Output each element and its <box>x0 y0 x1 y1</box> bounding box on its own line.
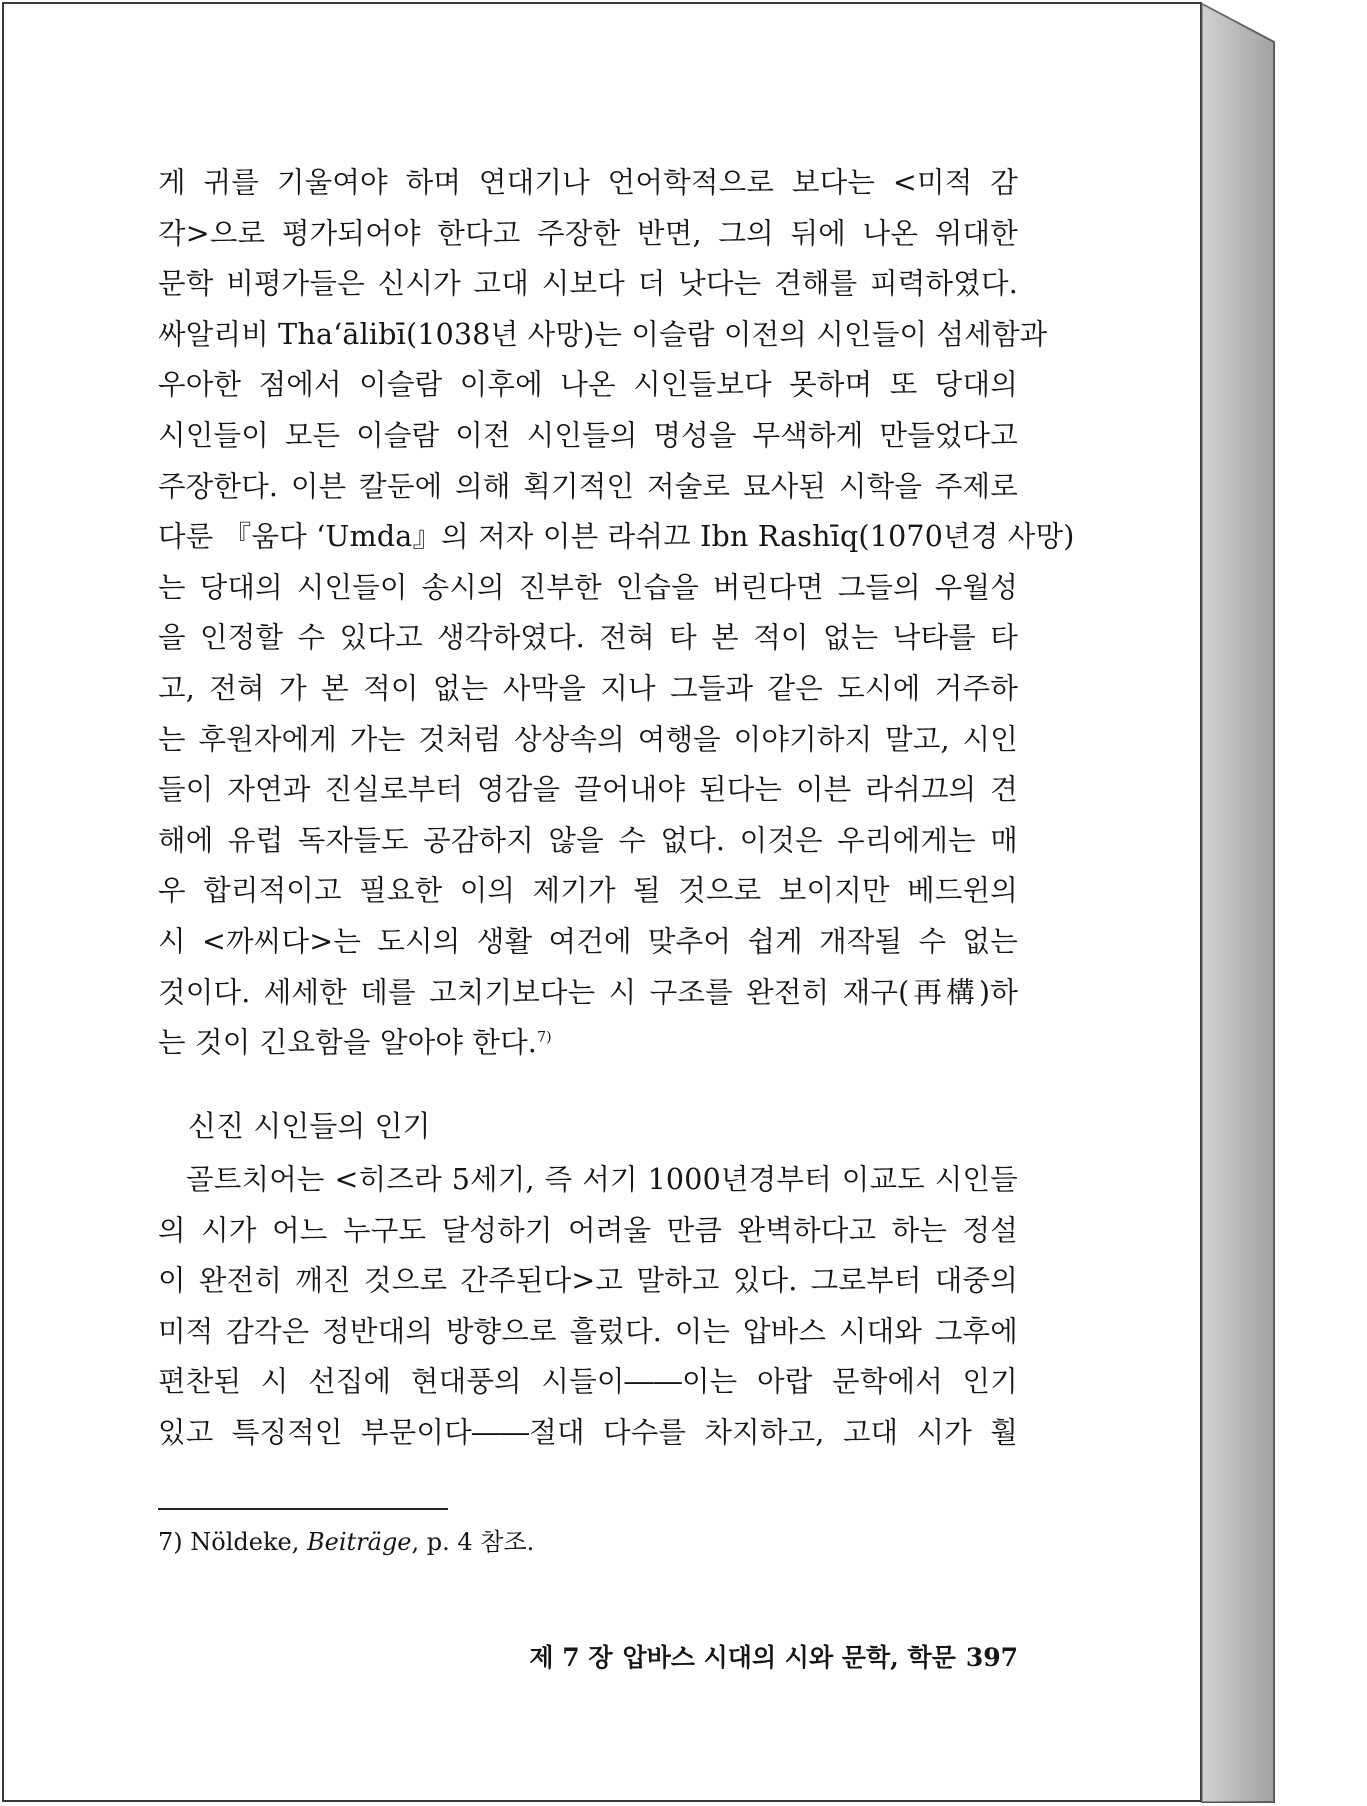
text-line: 있고 특징적인 부문이다――절대 다수를 차지하고, 고대 시가 훨 <box>158 1415 1018 1449</box>
footnote-reference[interactable]: 7) <box>537 1029 552 1046</box>
text-line: 문학 비평가들은 신시가 고대 시보다 더 낫다는 견해를 피력하였다. <box>158 267 1018 301</box>
text-line: 시인들이 모든 이슬람 이전 시인들의 명성을 무색하게 만들었다고 <box>158 418 1018 452</box>
page-number: 397 <box>965 1643 1018 1672</box>
footnote-number: 7) <box>158 1528 183 1556</box>
footnote <box>158 1524 534 1560</box>
text-line: 해에 유럽 독자들도 공감하지 않을 수 없다. 이것은 우리에게는 매 <box>158 823 1018 857</box>
main-text-block <box>158 158 1075 1069</box>
section-text-block <box>158 1155 1018 1459</box>
text-line: 시 <까씨다>는 도시의 생활 여건에 맞추어 쉽게 개작될 수 없는 <box>158 924 1018 958</box>
text-line: 이 완전히 깨진 것으로 간주된다>고 말하고 있다. 그로부터 대중의 <box>158 1264 1018 1298</box>
text-line: 을 인정할 수 있다고 생각하였다. 전혀 타 본 적이 없는 낙타를 타 <box>158 621 1018 655</box>
text-line: 는 당대의 시인들이 송시의 진부한 인습을 버린다면 그들의 우월성 <box>158 570 1018 604</box>
section-title: 신진 시인들의 인기 <box>188 1109 431 1143</box>
text-line: 각>으로 평가되어야 한다고 주장한 반면, 그의 뒤에 나온 위대한 <box>158 216 1018 250</box>
text-line: 들이 자연과 진실로부터 영감을 끌어내야 된다는 이븐 라쉬끄의 견 <box>158 773 1018 807</box>
text-line: 게 귀를 기울여야 하며 연대기나 언어학적으로 보다는 <미적 감 <box>158 166 1018 199</box>
text-line: 싸알리비 Thaʻālibī(1038년 사망)는 이슬람 이전의 시인들이 섬세함과 <box>158 317 1048 351</box>
text-line-last <box>158 1018 1018 1069</box>
footnote-author: Nöldeke, <box>190 1528 300 1556</box>
footnote-divider <box>158 1508 448 1510</box>
footer-chapter: 제 7 장 <box>529 1643 613 1672</box>
running-footer <box>500 1640 1018 1676</box>
text-line: 다룬 『움다 ʻUmda』의 저자 이븐 라쉬끄 Ibn Rashīq(1070년경 사망) <box>158 520 1075 554</box>
text-line: 우아한 점에서 이슬람 이후에 나온 시인들보다 못하며 또 당대의 <box>158 368 1018 402</box>
text-line: 편찬된 시 선집에 현대풍의 시들이――이는 아랍 문학에서 인기 <box>158 1365 1018 1399</box>
text-line: 의 시가 어느 누구도 달성하기 어려울 만큼 완벽하다고 하는 정설 <box>158 1213 1018 1247</box>
text-line: 는 후원자에게 가는 것처럼 상상속의 여행을 이야기하지 말고, 시인 <box>158 722 1018 756</box>
footer-title: 압바스 시대의 시와 문학, 학문 <box>622 1643 956 1672</box>
footnote-rest: , p. 4 참조. <box>411 1528 535 1556</box>
text-line: 골트치어는 <히즈라 5세기, 즉 서기 1000년경부터 이교도 시인들 <box>186 1163 1018 1196</box>
text-line: 미적 감각은 정반대의 방향으로 흘렀다. 이는 압바스 시대와 그후에 <box>158 1314 1018 1348</box>
text-line-last-content: 는 것이 긴요함을 알아야 한다. <box>158 1026 538 1060</box>
footnote-title: Beiträge <box>307 1528 412 1556</box>
text-line: 것이다. 세세한 데를 고치기보다는 시 구조를 완전히 재구(再構)하 <box>158 975 1018 1009</box>
text-line: 주장한다. 이븐 칼둔에 의해 획기적인 저술로 묘사된 시학을 주제로 <box>158 469 1018 503</box>
text-line: 고, 전혀 가 본 적이 없는 사막을 지나 그들과 같은 도시에 거주하 <box>158 671 1018 705</box>
text-line: 우 합리적이고 필요한 이의 제기가 될 것으로 보이지만 베드윈의 <box>158 874 1018 908</box>
